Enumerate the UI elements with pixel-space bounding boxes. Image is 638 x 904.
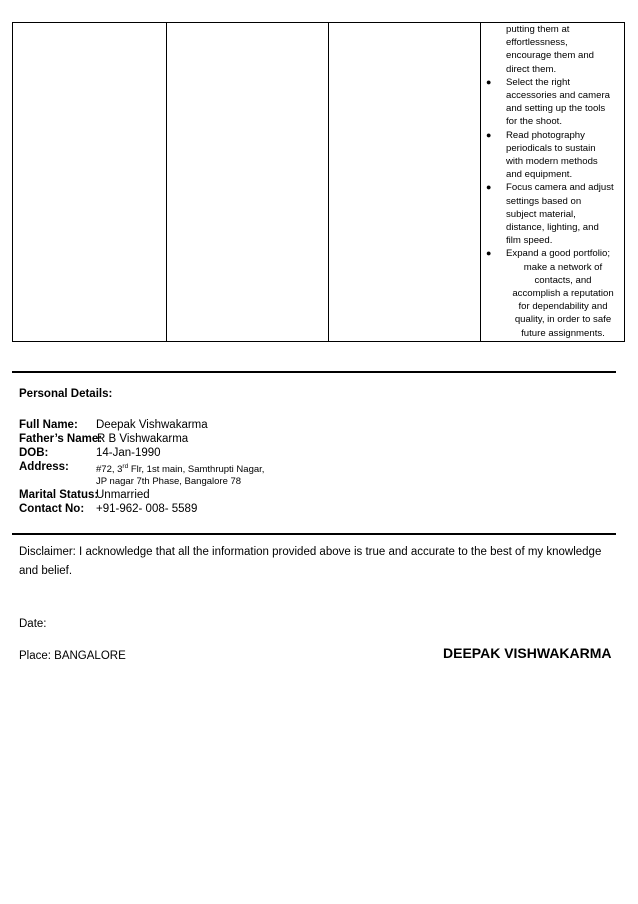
list-item-line: with modern methods xyxy=(506,156,598,168)
list-item-line: quality, in order to safe xyxy=(514,314,612,326)
list-item-line: encourage them and xyxy=(506,50,595,62)
list-item-line: periodicals to sustain xyxy=(506,142,596,154)
bullet-icon: ● xyxy=(486,182,492,193)
list-item-line: make a network of xyxy=(523,261,603,273)
list-item-line: subject material, xyxy=(506,208,576,220)
list-item-line: effortlessness, xyxy=(506,37,568,49)
list-item-line: film speed. xyxy=(506,235,553,247)
list-item-line: contacts, and xyxy=(534,274,592,286)
list-item-line: Focus camera and adjust xyxy=(506,182,614,194)
list-item-line: Expand a good portfolio; xyxy=(506,248,611,260)
experience-table xyxy=(12,22,625,342)
divider-top xyxy=(12,371,616,373)
personal-details-heading: Personal Details: xyxy=(19,388,113,400)
list-item-line: Select the right xyxy=(506,76,570,88)
list-item-line: accessories and camera xyxy=(506,90,610,102)
list-item-line: future assignments. xyxy=(521,327,605,339)
table-cell-2 xyxy=(167,23,329,342)
father-name-row xyxy=(19,432,189,446)
responsibilities-cell xyxy=(481,23,625,342)
address-line-1-b: Flr, 1st main, Samthrupti Nagar, xyxy=(128,464,265,476)
marital-label: Marital Status: xyxy=(19,489,99,501)
bullet-icon: ● xyxy=(486,129,492,140)
father-name-value: R B Vishwakarma xyxy=(97,433,189,445)
list-item-continuation xyxy=(481,23,624,76)
divider-bottom xyxy=(12,533,616,535)
full-name-row xyxy=(19,418,208,432)
date-label: Date: xyxy=(19,618,47,630)
list-item-line: and setting up the tools xyxy=(506,103,606,115)
list-item-line: settings based on xyxy=(506,195,582,207)
place-text: Place: BANGALORE xyxy=(19,650,126,662)
list-item-line: for the shoot. xyxy=(506,116,562,128)
bullet-icon: ● xyxy=(486,76,492,87)
disclaimer-text: Disclaimer: I acknowledge that all the information provided above is true and accurate to the best of my knowledge and belief. xyxy=(19,546,602,577)
address-line-2: JP nagar 7th Phase, Bangalore 78 xyxy=(96,476,242,487)
list-item xyxy=(481,129,624,182)
table-cell-1 xyxy=(13,23,167,342)
address-label: Address: xyxy=(19,461,69,473)
marital-value: Unmarried xyxy=(96,489,150,501)
dob-value: 14-Jan-1990 xyxy=(96,447,161,459)
list-item xyxy=(481,181,624,247)
contact-row xyxy=(19,502,198,516)
table-cell-3 xyxy=(329,23,481,342)
list-item-line: accomplish a reputation xyxy=(512,288,614,300)
list-item xyxy=(481,76,624,129)
address-line-1-a: #72, 3 xyxy=(96,464,123,476)
contact-value: +91-962- 008- 5589 xyxy=(96,503,198,515)
dob-row xyxy=(19,446,161,460)
marital-row xyxy=(19,488,150,502)
address-row xyxy=(19,460,265,476)
list-item-line: Read photography xyxy=(506,129,585,141)
list-item-line: distance, lighting, and xyxy=(506,222,599,234)
dob-label: DOB: xyxy=(19,447,49,459)
list-item-line: putting them at xyxy=(506,24,570,35)
responsibilities-list xyxy=(481,23,624,340)
father-name-label: Father’s Name: xyxy=(19,433,103,445)
list-item-line: and equipment. xyxy=(506,169,573,181)
list-item-line: for dependability and xyxy=(518,301,608,313)
full-name-label: Full Name: xyxy=(19,419,78,431)
list-item xyxy=(481,247,624,339)
list-item-line: direct them. xyxy=(506,63,557,75)
address-line-1-sup: rd xyxy=(122,463,129,470)
signature-name: DEEPAK VISHWAKARMA xyxy=(443,645,612,661)
full-name-value: Deepak Vishwakarma xyxy=(96,419,208,431)
contact-label: Contact No: xyxy=(19,503,85,515)
bullet-icon: ● xyxy=(486,248,492,259)
